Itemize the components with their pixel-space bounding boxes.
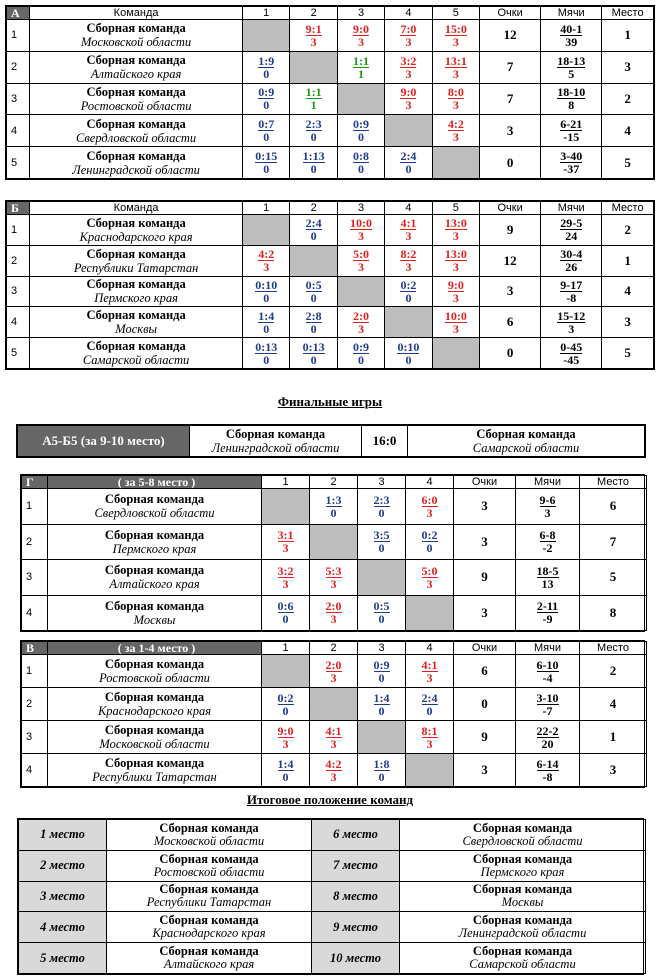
place-value: 4 [602, 115, 654, 147]
col-header-4: 4 [406, 642, 454, 655]
match-table [17, 425, 645, 457]
score-cell: 5:0 3 [406, 560, 454, 596]
team-header: Команда [30, 202, 243, 215]
self-match-cell [310, 688, 358, 721]
row-number: 1 [22, 655, 48, 688]
score-cell: 9:0 3 [337, 20, 384, 52]
group-label: А [7, 7, 30, 20]
row-number: 2 [7, 245, 30, 276]
score-cell: 4:2 3 [243, 245, 290, 276]
col-header-2: 2 [310, 642, 358, 655]
team-name: Сборная команда Московской области [107, 820, 312, 851]
team-name: Сборная команда Свердловской области [48, 489, 262, 525]
group-subtitle: ( за 5-8 место ) [48, 476, 262, 489]
score-cell: 0:2 0 [406, 524, 454, 560]
match-score: 16:0 [362, 426, 408, 457]
points-value: 3 [454, 595, 516, 631]
score-cell: 1:8 0 [358, 754, 406, 787]
self-match-cell [432, 147, 479, 179]
score-cell: 0:2 0 [262, 688, 310, 721]
team-name: Сборная команда Краснодарского края [48, 688, 262, 721]
place-value: 4 [580, 688, 647, 721]
place-label: 1 место [19, 820, 107, 851]
self-match-cell [243, 20, 290, 52]
team-name: Сборная команда Алтайского края [30, 51, 243, 83]
score-cell: 0:9 0 [243, 83, 290, 115]
balls-value: 18-13 5 [541, 51, 602, 83]
table-row [7, 276, 654, 307]
table-row [7, 215, 654, 246]
balls-value: 29-5 24 [541, 215, 602, 246]
team-name: Сборная команда Московской области [30, 20, 243, 52]
score-cell: 3:5 0 [358, 524, 406, 560]
score-cell: 5:0 3 [337, 245, 384, 276]
row-number: 1 [7, 20, 30, 52]
table-row [7, 51, 654, 83]
self-match-cell [406, 595, 454, 631]
team-name: Сборная команда Москвы [400, 881, 646, 912]
group-g-frame [20, 474, 645, 632]
table-row [22, 721, 647, 754]
balls-value: 18-10 8 [541, 83, 602, 115]
place-value: 3 [602, 51, 654, 83]
score-cell: 1:4 0 [262, 754, 310, 787]
points-value: 3 [480, 115, 541, 147]
balls-value: 6-8 -2 [516, 524, 580, 560]
score-cell: 4:2 3 [310, 754, 358, 787]
team-name: Сборная команда Республики Татарстан [107, 881, 312, 912]
table-row [22, 655, 647, 688]
team-name: Сборная команда Ленинградской области [30, 147, 243, 179]
place-value: 4 [602, 276, 654, 307]
self-match-cell [337, 276, 384, 307]
header-row [22, 642, 647, 655]
score-cell: 1:4 0 [243, 307, 290, 338]
score-cell: 5:3 3 [310, 560, 358, 596]
balls-value: 9-17 -8 [541, 276, 602, 307]
score-cell: 13:0 3 [432, 245, 479, 276]
row-number: 5 [7, 147, 30, 179]
match-label: А5-Б5 (за 9-10 место) [18, 426, 190, 457]
score-cell: 8:0 3 [432, 83, 479, 115]
col-header-3: 3 [337, 202, 384, 215]
team-name: Сборная команда Алтайского края [48, 560, 262, 596]
balls-value: 40-1 39 [541, 20, 602, 52]
row-number: 3 [22, 560, 48, 596]
team-name: Сборная команда Краснодарского края [107, 912, 312, 943]
header-row [7, 202, 654, 215]
standings-row [19, 943, 646, 974]
score-cell: 0:9 0 [337, 338, 384, 369]
col-header-2: 2 [310, 476, 358, 489]
balls-value: 3-10 -7 [516, 688, 580, 721]
match-9-10 [16, 424, 646, 458]
score-cell: 0:10 0 [243, 276, 290, 307]
table-row [7, 20, 654, 52]
row-number: 1 [22, 489, 48, 525]
place-label: 7 место [312, 850, 400, 881]
table-row [22, 688, 647, 721]
self-match-cell [290, 51, 337, 83]
score-cell: 0:9 0 [337, 115, 384, 147]
team-name: Сборная команда Ростовской области [48, 655, 262, 688]
place-value: 1 [580, 721, 647, 754]
score-cell: 9:1 3 [290, 20, 337, 52]
place-value: 3 [580, 754, 647, 787]
score-cell: 7:0 3 [385, 20, 432, 52]
place-value: 1 [602, 245, 654, 276]
final-games-title: Финальные игры [277, 394, 383, 409]
balls-value: 3-40 -37 [541, 147, 602, 179]
place-header: Место [580, 642, 647, 655]
place-value: 2 [602, 215, 654, 246]
place-label: 9 место [312, 912, 400, 943]
score-cell: 15:0 3 [432, 20, 479, 52]
score-cell: 0:13 0 [290, 338, 337, 369]
place-value: 1 [602, 20, 654, 52]
score-cell: 1:9 0 [243, 51, 290, 83]
team-name: Сборная команда Свердловской области [400, 820, 646, 851]
place-value: 2 [580, 655, 647, 688]
self-match-cell [358, 721, 406, 754]
self-match-cell [432, 338, 479, 369]
score-cell: 9:0 3 [432, 276, 479, 307]
group-label: Б [7, 202, 30, 215]
group-b-table [6, 201, 654, 369]
row-number: 2 [22, 688, 48, 721]
score-cell: 1:4 0 [358, 688, 406, 721]
score-cell: 6:0 3 [406, 489, 454, 525]
table-row [22, 489, 647, 525]
col-header-4: 4 [385, 202, 432, 215]
col-header-3: 3 [358, 476, 406, 489]
score-cell: 4:1 3 [385, 215, 432, 246]
score-cell: 0:9 0 [358, 655, 406, 688]
group-g-table [21, 475, 647, 631]
score-cell: 2:0 3 [310, 595, 358, 631]
group-label: В [22, 642, 48, 655]
score-cell: 1:3 0 [310, 489, 358, 525]
score-cell: 3:1 3 [262, 524, 310, 560]
score-cell: 0:10 0 [385, 338, 432, 369]
points-value: 9 [480, 215, 541, 246]
row-number: 2 [7, 51, 30, 83]
team-name: Сборная команда Самарской области [30, 338, 243, 369]
score-cell: 1:1 1 [337, 51, 384, 83]
points-value: 3 [454, 754, 516, 787]
points-value: 12 [480, 20, 541, 52]
score-cell: 0:5 0 [290, 276, 337, 307]
score-cell: 0:5 0 [358, 595, 406, 631]
points-header: Очки [454, 476, 516, 489]
points-value: 3 [454, 524, 516, 560]
group-b-frame [5, 200, 655, 370]
team-name: Сборная команда Пермского края [48, 524, 262, 560]
team-name: Сборная команда Свердловской области [30, 115, 243, 147]
score-cell: 2:3 0 [358, 489, 406, 525]
score-cell: 1:13 0 [290, 147, 337, 179]
col-header-4: 4 [406, 476, 454, 489]
col-header-1: 1 [243, 202, 290, 215]
points-value: 0 [480, 147, 541, 179]
points-value: 0 [454, 688, 516, 721]
self-match-cell [385, 115, 432, 147]
score-cell: 0:6 0 [262, 595, 310, 631]
score-cell: 4:2 3 [432, 115, 479, 147]
balls-value: 15-12 3 [541, 307, 602, 338]
table-row [7, 147, 654, 179]
points-value: 3 [454, 489, 516, 525]
score-cell: 13:1 3 [432, 51, 479, 83]
score-cell: 3:2 3 [385, 51, 432, 83]
balls-value: 9-6 3 [516, 489, 580, 525]
balls-value: 0-45 -45 [541, 338, 602, 369]
col-header-2: 2 [290, 202, 337, 215]
points-value: 6 [454, 655, 516, 688]
row-number: 3 [7, 83, 30, 115]
row-number: 5 [7, 338, 30, 369]
table-row [22, 524, 647, 560]
balls-value: 6-14 -8 [516, 754, 580, 787]
place-header: Место [580, 476, 647, 489]
team-name: Сборная команда Республики Татарстан [30, 245, 243, 276]
col-header-5: 5 [432, 202, 479, 215]
team-name: Сборная команда Ростовской области [107, 850, 312, 881]
score-cell: 3:2 3 [262, 560, 310, 596]
score-cell: 0:7 0 [243, 115, 290, 147]
score-cell: 4:1 3 [406, 655, 454, 688]
header-row [7, 7, 654, 20]
table-row [7, 307, 654, 338]
points-value: 9 [454, 560, 516, 596]
place-value: 7 [580, 524, 647, 560]
self-match-cell [290, 245, 337, 276]
balls-value: 2-11 -9 [516, 595, 580, 631]
score-cell: 0:8 0 [337, 147, 384, 179]
standings-title: Итоговое положение команд [246, 792, 414, 807]
col-header-2: 2 [290, 7, 337, 20]
team-name: Сборная команда Ростовской области [30, 83, 243, 115]
place-label: 2 место [19, 850, 107, 881]
col-header-5: 5 [432, 7, 479, 20]
place-label: 8 место [312, 881, 400, 912]
table-row [22, 560, 647, 596]
header-row [22, 476, 647, 489]
team-name: Сборная команда Ленинградской области [400, 912, 646, 943]
place-value: 5 [602, 147, 654, 179]
balls-header: Мячи [541, 202, 602, 215]
place-value: 5 [602, 338, 654, 369]
group-a-frame [5, 5, 655, 180]
place-value: 2 [602, 83, 654, 115]
balls-value: 6-21 -15 [541, 115, 602, 147]
score-cell: 2:0 3 [310, 655, 358, 688]
standings-row [19, 850, 646, 881]
team-name: Сборная команда Пермского края [400, 850, 646, 881]
table-row [7, 338, 654, 369]
row-number: 1 [7, 215, 30, 246]
place-label: 5 место [19, 943, 107, 974]
team-name: Сборная команда Москвы [48, 595, 262, 631]
balls-header: Мячи [516, 642, 580, 655]
self-match-cell [310, 524, 358, 560]
group-v-table [21, 641, 647, 787]
standings-frame [17, 818, 644, 975]
score-cell: 2:4 0 [406, 688, 454, 721]
score-cell: 2:3 0 [290, 115, 337, 147]
self-match-cell [358, 560, 406, 596]
points-value: 0 [480, 338, 541, 369]
standings-row [19, 881, 646, 912]
col-header-1: 1 [243, 7, 290, 20]
col-header-3: 3 [337, 7, 384, 20]
team-name: Сборная команда Самарской области [400, 943, 646, 974]
col-header-1: 1 [262, 476, 310, 489]
points-header: Очки [480, 7, 541, 20]
score-cell: 2:4 0 [290, 215, 337, 246]
place-value: 3 [602, 307, 654, 338]
points-header: Очки [480, 202, 541, 215]
points-header: Очки [454, 642, 516, 655]
points-value: 9 [454, 721, 516, 754]
self-match-cell [262, 489, 310, 525]
table-row [22, 754, 647, 787]
group-a-table [6, 6, 654, 179]
place-label: 3 место [19, 881, 107, 912]
team-name: Сборная команда Республики Татарстан [48, 754, 262, 787]
place-value: 5 [580, 560, 647, 596]
points-value: 12 [480, 245, 541, 276]
row-number: 4 [22, 595, 48, 631]
row-number: 2 [22, 524, 48, 560]
row-number: 4 [22, 754, 48, 787]
standings-table [18, 819, 646, 974]
row-number: 3 [7, 276, 30, 307]
row-number: 4 [7, 115, 30, 147]
table-row [7, 115, 654, 147]
score-cell: 8:1 3 [406, 721, 454, 754]
col-header-3: 3 [358, 642, 406, 655]
balls-value: 22-2 20 [516, 721, 580, 754]
table-row [22, 595, 647, 631]
score-cell: 10:0 3 [337, 215, 384, 246]
team-header: Команда [30, 7, 243, 20]
score-cell: 9:0 3 [262, 721, 310, 754]
points-value: 7 [480, 83, 541, 115]
team-name: Сборная команда Краснодарского края [30, 215, 243, 246]
group-label: Г [22, 476, 48, 489]
self-match-cell [262, 655, 310, 688]
place-value: 6 [580, 489, 647, 525]
self-match-cell [243, 215, 290, 246]
balls-header: Мячи [541, 7, 602, 20]
match-team-2: Сборная команда Самарской области [408, 426, 645, 457]
self-match-cell [406, 754, 454, 787]
standings-row [19, 912, 646, 943]
points-value: 6 [480, 307, 541, 338]
place-label: 6 место [312, 820, 400, 851]
score-cell: 2:8 0 [290, 307, 337, 338]
score-cell: 9:0 3 [385, 83, 432, 115]
score-cell: 1:1 1 [290, 83, 337, 115]
team-name: Сборная команда Пермского края [30, 276, 243, 307]
score-cell: 2:4 0 [385, 147, 432, 179]
score-cell: 0:2 0 [385, 276, 432, 307]
balls-value: 18-5 13 [516, 560, 580, 596]
points-value: 7 [480, 51, 541, 83]
points-value: 3 [480, 276, 541, 307]
table-row [7, 245, 654, 276]
group-subtitle: ( за 1-4 место ) [48, 642, 262, 655]
team-name: Сборная команда Москвы [30, 307, 243, 338]
balls-value: 6-10 -4 [516, 655, 580, 688]
team-name: Сборная команда Московской области [48, 721, 262, 754]
place-label: 10 место [312, 943, 400, 974]
score-cell: 13:0 3 [432, 215, 479, 246]
place-header: Место [602, 7, 654, 20]
match-team-1: Сборная команда Ленинградской области [190, 426, 362, 457]
team-name: Сборная команда Алтайского края [107, 943, 312, 974]
standings-row [19, 820, 646, 851]
place-value: 8 [580, 595, 647, 631]
score-cell: 4:1 3 [310, 721, 358, 754]
col-header-4: 4 [385, 7, 432, 20]
score-cell: 8:2 3 [385, 245, 432, 276]
balls-header: Мячи [516, 476, 580, 489]
score-cell: 0:13 0 [243, 338, 290, 369]
col-header-1: 1 [262, 642, 310, 655]
balls-value: 30-4 26 [541, 245, 602, 276]
table-row [7, 83, 654, 115]
place-label: 4 место [19, 912, 107, 943]
row-number: 3 [22, 721, 48, 754]
score-cell: 10:0 3 [432, 307, 479, 338]
place-header: Место [602, 202, 654, 215]
score-cell: 0:15 0 [243, 147, 290, 179]
score-cell: 2:0 3 [337, 307, 384, 338]
self-match-cell [385, 307, 432, 338]
self-match-cell [337, 83, 384, 115]
group-v-frame [20, 640, 645, 788]
row-number: 4 [7, 307, 30, 338]
